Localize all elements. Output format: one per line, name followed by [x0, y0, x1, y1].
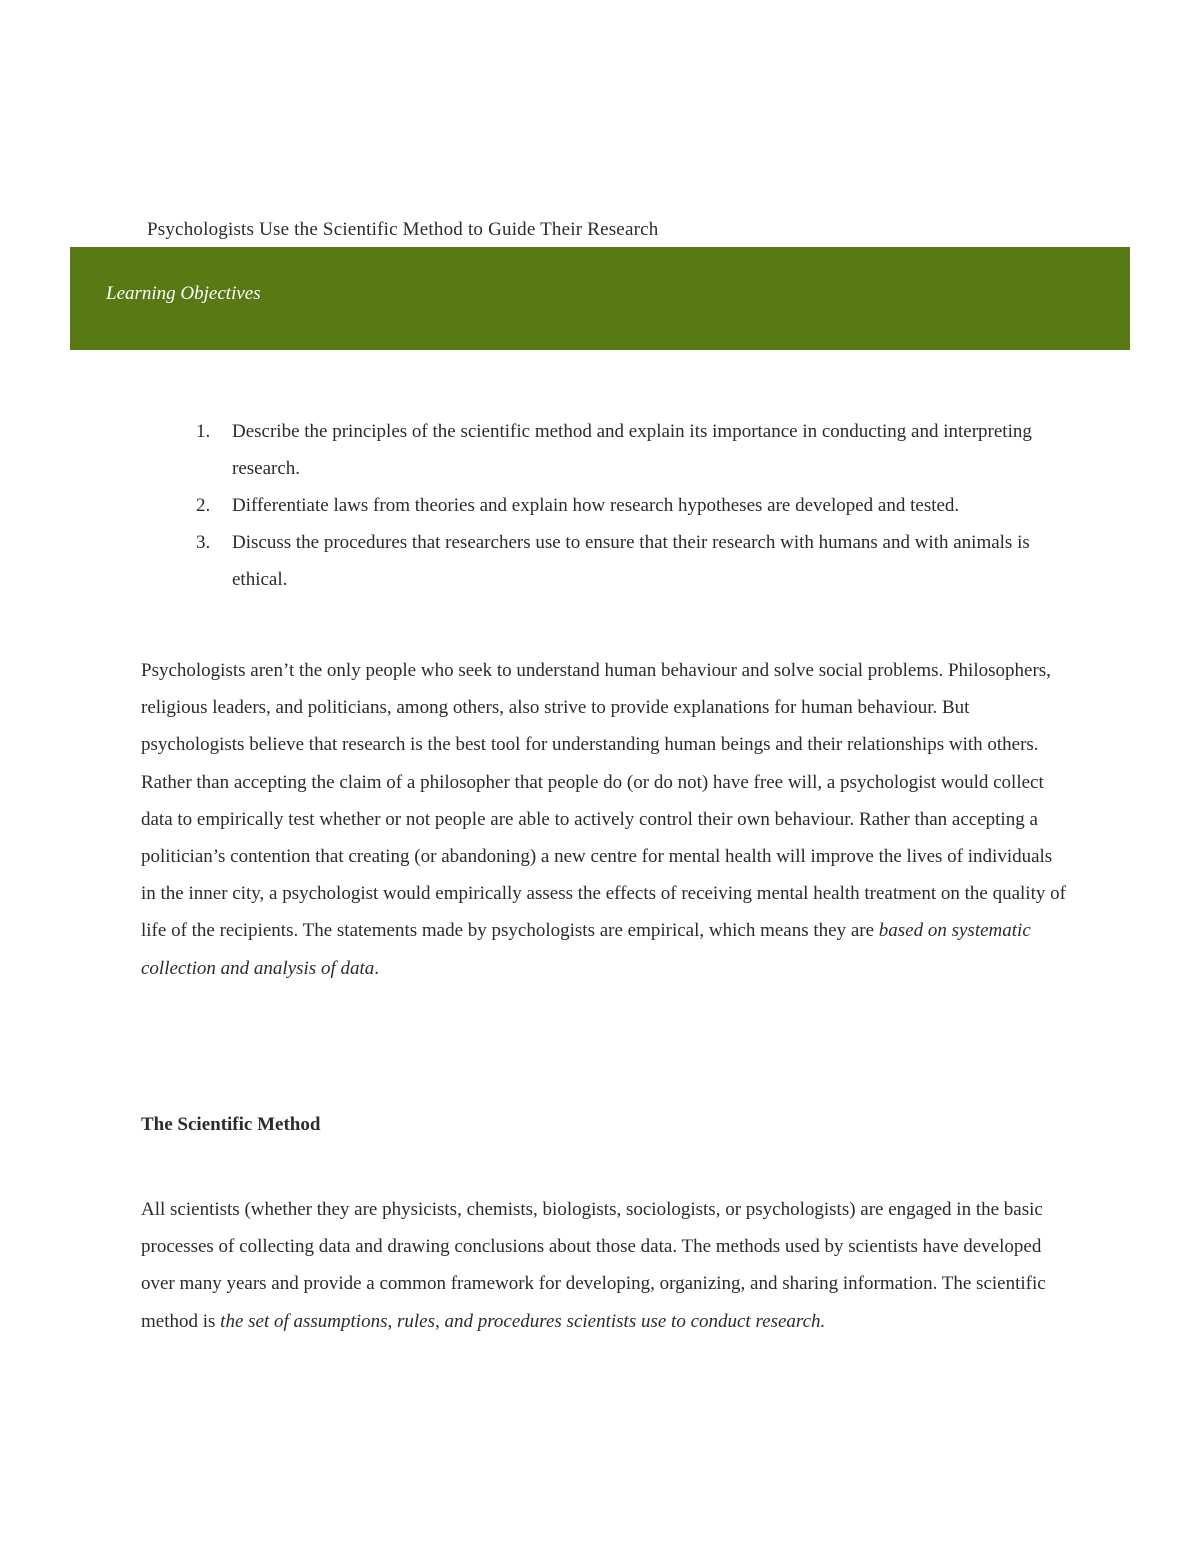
page-title: Psychologists Use the Scientific Method to Guide Their Research — [147, 219, 659, 240]
learning-objectives-list — [193, 413, 1073, 598]
list-item-text: Differentiate laws from theories and explain how research hypotheses are developed and tested. — [232, 495, 960, 516]
section-paragraph — [141, 1191, 1066, 1340]
list-item-text: Describe the principles of the scientific method and explain its importance in conducting and interpreting research. — [232, 421, 1032, 479]
section-heading: The Scientific Method — [141, 1114, 321, 1135]
list-item-number: 1. — [196, 421, 211, 442]
list-item — [193, 487, 1073, 524]
section-paragraph-emphasis: the set of assumptions, rules, and procedures scientists use to conduct research. — [220, 1310, 826, 1332]
list-item-number: 3. — [196, 532, 211, 553]
intro-paragraph — [141, 652, 1066, 987]
intro-paragraph-text: Psychologists aren’t the only people who seek to understand human behaviour and solve social problems. Philosophers, religious leaders, and politicians, among others, also strive to provide explanations for human behaviour. But psychologists believe that research is the best tool for understanding human beings and their relationships with others. Rather than accepting the claim of a philosopher that people do (or do not) have free will, a psychologist would collect data to empirically test whether or not people are able to actively control their own behaviour. Rather than accepting a politician’s contention that creating (or abandoning) a new centre for mental health will improve the lives of individuals in the inner city, a psychologist would empirically assess the effects of receiving mental health treatment on the quality of life of the recipients. The statements made by psychologists are empirical, which means they are — [141, 660, 1066, 942]
list-item — [193, 524, 1073, 598]
list-item-number: 2. — [196, 495, 211, 516]
list-item — [193, 413, 1073, 487]
list-item-text: Discuss the procedures that researchers use to ensure that their research with humans and with animals is ethical. — [232, 532, 1030, 590]
intro-paragraph-emphasis: based on systematic collection and analysis of data — [141, 920, 1031, 979]
learning-objectives-heading: Learning Objectives — [106, 283, 261, 304]
intro-paragraph-end: . — [374, 957, 380, 979]
section-paragraph-text: All scientists (whether they are physicists, chemists, biologists, sociologists, or psychologists) are engaged in the basic processes of collecting data and drawing conclusions about those data. The methods used by scientists have developed over many years and provide a common framework for developing, organizing, and sharing information. The scientific method is — [141, 1199, 1046, 1332]
learning-objectives-banner — [70, 247, 1130, 350]
